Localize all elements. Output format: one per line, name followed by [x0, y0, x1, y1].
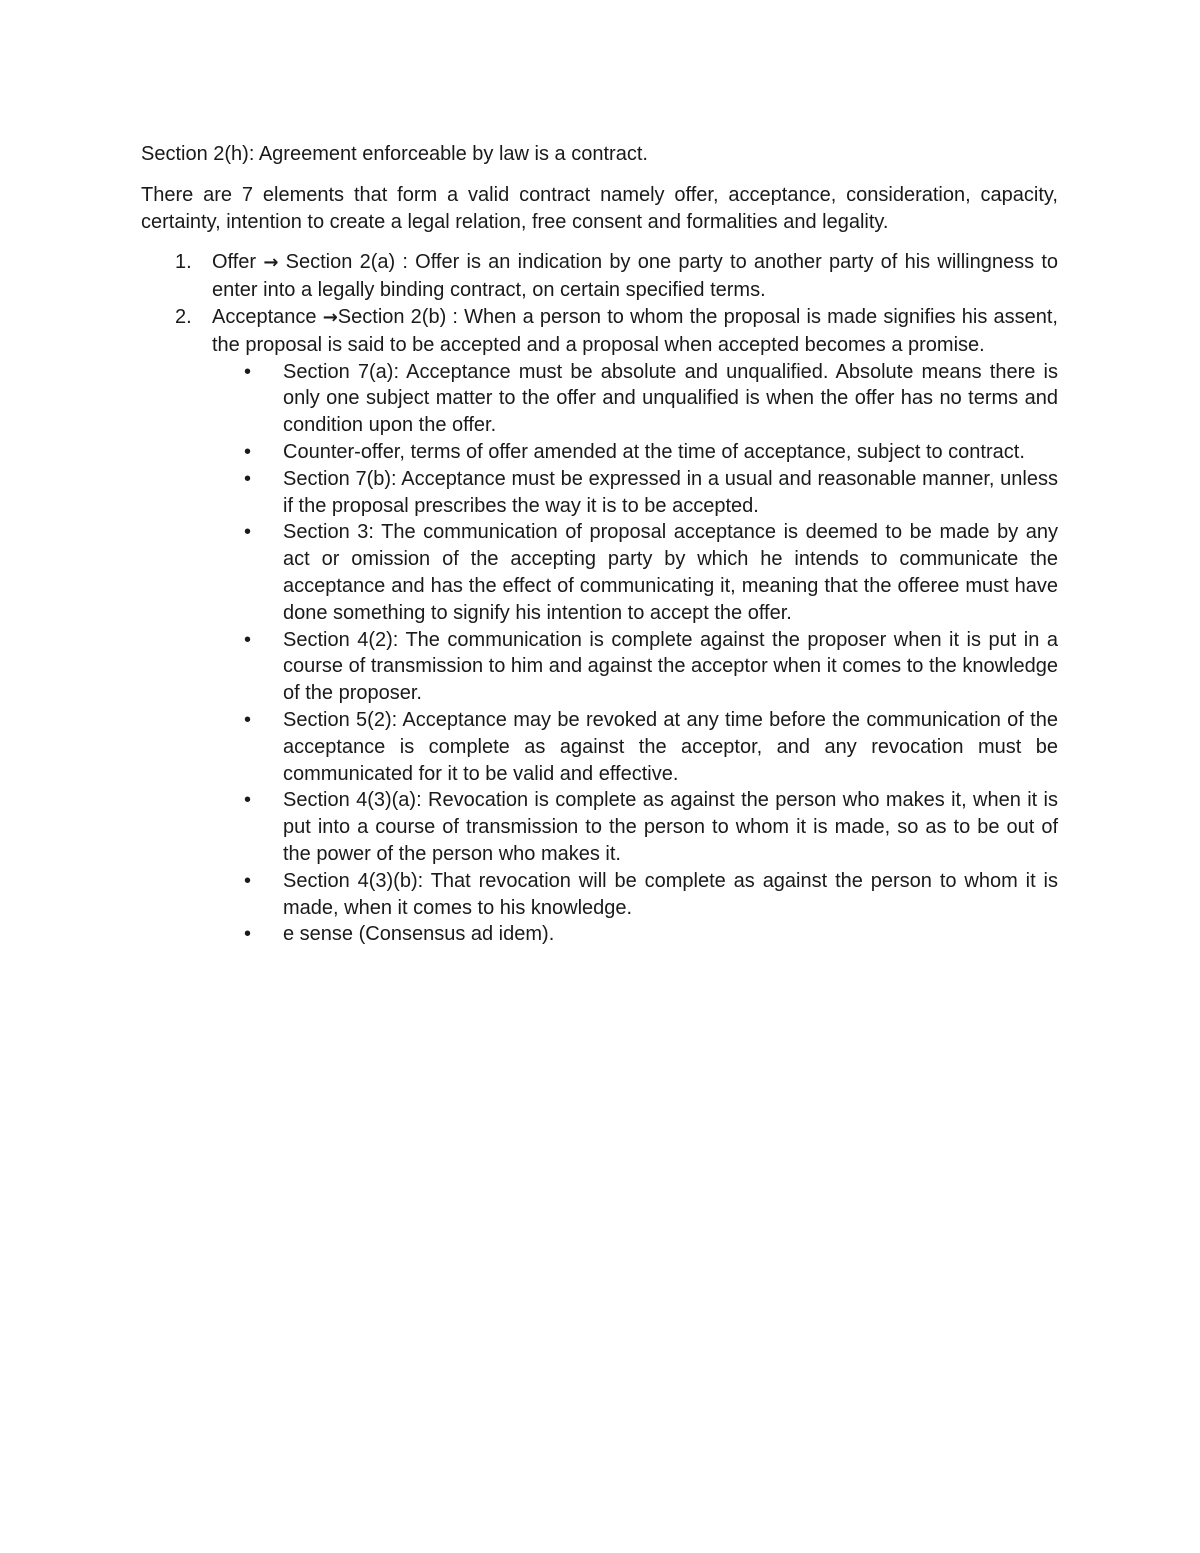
bullet-text: Section 3: The communication of proposal acceptance is deemed to be made by any act or omission of the accepting party by which he intends to communicate the acceptance and has the effect of communicating it, meaning that the offeree must have done something to signify his intention to accept the offer. [283, 521, 1058, 624]
list-number: 1. [175, 251, 192, 274]
bullet-icon: • [244, 360, 252, 383]
bullet-text: Section 7(a): Acceptance must be absolute and unqualified. Absolute means there is only one subject matter to the offer and unqualified is when the offer has no terms and condition upon the offer. [283, 360, 1058, 437]
list-number: 2. [175, 305, 192, 328]
acceptance-bullet-list [212, 359, 1058, 949]
bullet-icon: • [244, 708, 252, 731]
document-page [141, 141, 1058, 948]
bullet-icon: • [244, 923, 252, 946]
arrow-icon: → [322, 306, 338, 328]
bullet-item [212, 787, 1058, 867]
bullet-item [212, 707, 1058, 787]
numbered-list [141, 249, 1058, 948]
arrow-icon: → [263, 252, 279, 274]
elements-paragraph: There are 7 elements that form a valid contract namely offer, acceptance, consideration, capacity, certainty, intention to create a legal relation, free consent and formalities and legality. [141, 183, 1058, 233]
bullet-text: Section 7(b): Acceptance must be expressed in a usual and reasonable manner, unless if the proposal prescribes the way it is to be accepted. [283, 467, 1058, 517]
bullet-text: Section 4(2): The communication is complete against the proposer when it is put in a course of transmission to him and against the acceptor when it comes to the knowledge of the proposer. [283, 628, 1058, 705]
bullet-item [212, 627, 1058, 707]
list-text: Section 2(a) : Offer is an indication by one party to another party of his willingness to enter into a legally binding contract, on certain specified terms. [212, 251, 1058, 302]
bullet-icon: • [244, 467, 252, 490]
list-item-acceptance [141, 304, 1058, 948]
bullet-item [212, 921, 1058, 948]
list-text: Section 2(b) : When a person to whom the proposal is made signifies his assent, the proposal is said to be accepted and a proposal when accepted becomes a promise. [212, 305, 1058, 356]
bullet-icon: • [244, 628, 252, 651]
bullet-text: Counter-offer, terms of offer amended at the time of acceptance, subject to contract. [283, 440, 1025, 463]
list-term: Acceptance [212, 305, 317, 328]
bullet-text: Section 4(3)(b): That revocation will be complete as against the person to whom it is made, when it comes to his knowledge. [283, 869, 1058, 919]
bullet-item [212, 868, 1058, 922]
list-item-offer [141, 249, 1058, 304]
bullet-icon: • [244, 440, 252, 463]
bullet-text: e sense (Consensus ad idem). [283, 923, 555, 946]
bullet-text: Section 4(3)(a): Revocation is complete as against the person who makes it, when it is put into a course of transmission to the person to whom it is made, so as to be out of the power of the person who makes it. [283, 789, 1058, 865]
bullet-icon: • [244, 789, 252, 812]
bullet-icon: • [244, 869, 252, 892]
bullet-item [212, 519, 1058, 626]
list-term: Offer [212, 251, 257, 274]
intro-line: Section 2(h): Agreement enforceable by law is a contract. [141, 143, 648, 165]
bullet-text: Section 5(2): Acceptance may be revoked at any time before the communication of the acceptance is complete as against the acceptor, and any revocation must be communicated for it to be valid and effective. [283, 708, 1058, 785]
bullet-item [212, 439, 1058, 466]
bullet-item [212, 359, 1058, 439]
bullet-icon: • [244, 521, 252, 544]
bullet-item [212, 466, 1058, 520]
